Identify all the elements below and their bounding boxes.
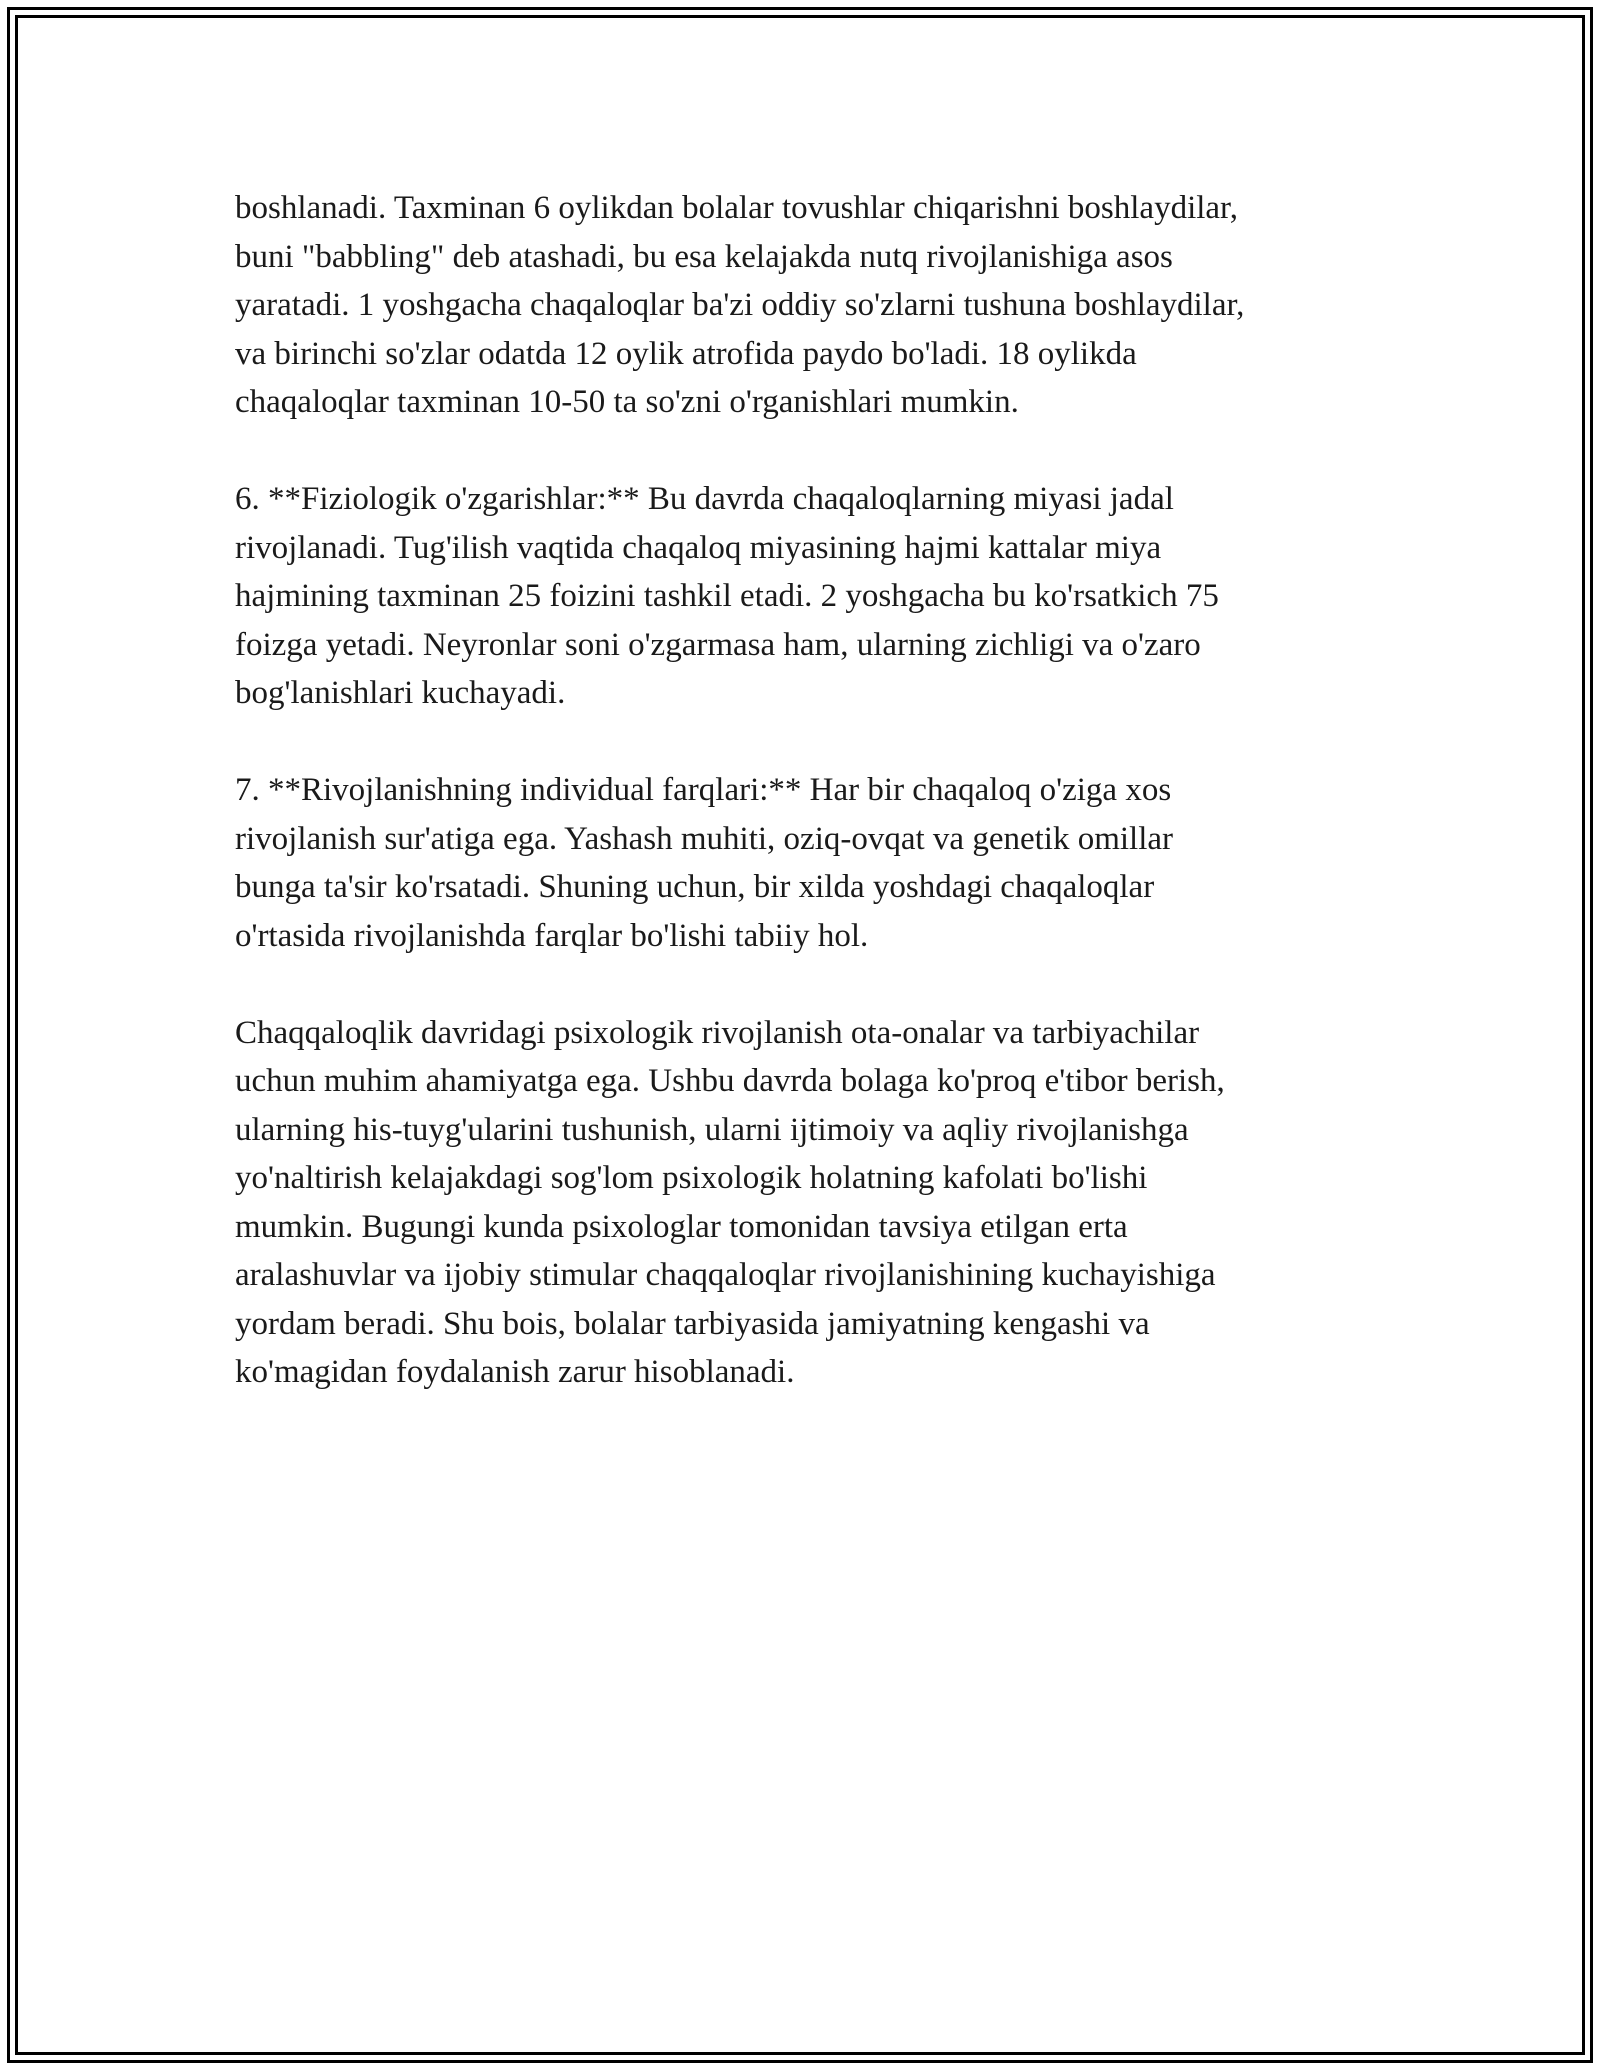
paragraph-speech-development: boshlanadi. Taxminan 6 oylikdan bolalar tovushlar chiqarishni boshlaydilar, buni "babbling" deb atashadi, bu esa kelajakda nutq rivojlanishiga asos yaratadi. 1 yoshgacha chaqaloqlar ba'zi oddiy so'zlarni tushuna boshlaydilar, va birinchi so'zlar odatda 12 oylik atrofida paydo bo'ladi. 18 oylikda chaqaloqlar taxminan 10-50 ta so'zni o'rganishlari mumkin. <box>235 190 1245 420</box>
document-body <box>235 184 1385 1397</box>
paragraph-conclusion: Chaqqaloqlik davridagi psixologik rivojlanish ota-onalar va tarbiyachilar uchun muhim ahamiyatga ega. Ushbu davrda bolaga ko'proq e'tibor berish, ularning his-tuyg'ularini tushunish, ularni ijtimoiy va aqliy rivojlanishga yo'naltirish kelajakdagi sog'lom psixologik holatning kafolati bo'lishi mumkin. Bugungi kunda psixologlar tomonidan tavsiya etilgan erta aralashuvlar va ijobiy stimular chaqqaloqlar rivojlanishining kuchayishiga yordam beradi. Shu bois, bolalar tarbiyasida jamiyatning kengashi va ko'magidan foydalanish zarur hisoblanadi. <box>235 1014 1225 1390</box>
paragraph-physiological-changes: 6. **Fiziologik o'zgarishlar:** Bu davrda chaqaloqlarning miyasi jadal rivojlanadi. Tug'ilish vaqtida chaqaloq miyasining hajmi kattalar miya hajmining taxminan 25 foizini tashkil etadi. 2 yoshgacha bu ko'rsatkich 75 foizga yetadi. Neyronlar soni o'zgarmasa ham, ularning zichligi va o'zaro bog'lanishlari kuchayadi. <box>235 481 1219 711</box>
paragraph-individual-differences: 7. **Rivojlanishning individual farqlari:** Har bir chaqaloq o'ziga xos rivojlanish sur'atiga ega. Yashash muhiti, oziq-ovqat va genetik omillar bunga ta'sir ko'rsatadi. Shuning uchun, bir xilda yoshdagi chaqaloqlar o'rtasida rivojlanishda farqlar bo'lishi tabiiy hol. <box>235 772 1174 954</box>
